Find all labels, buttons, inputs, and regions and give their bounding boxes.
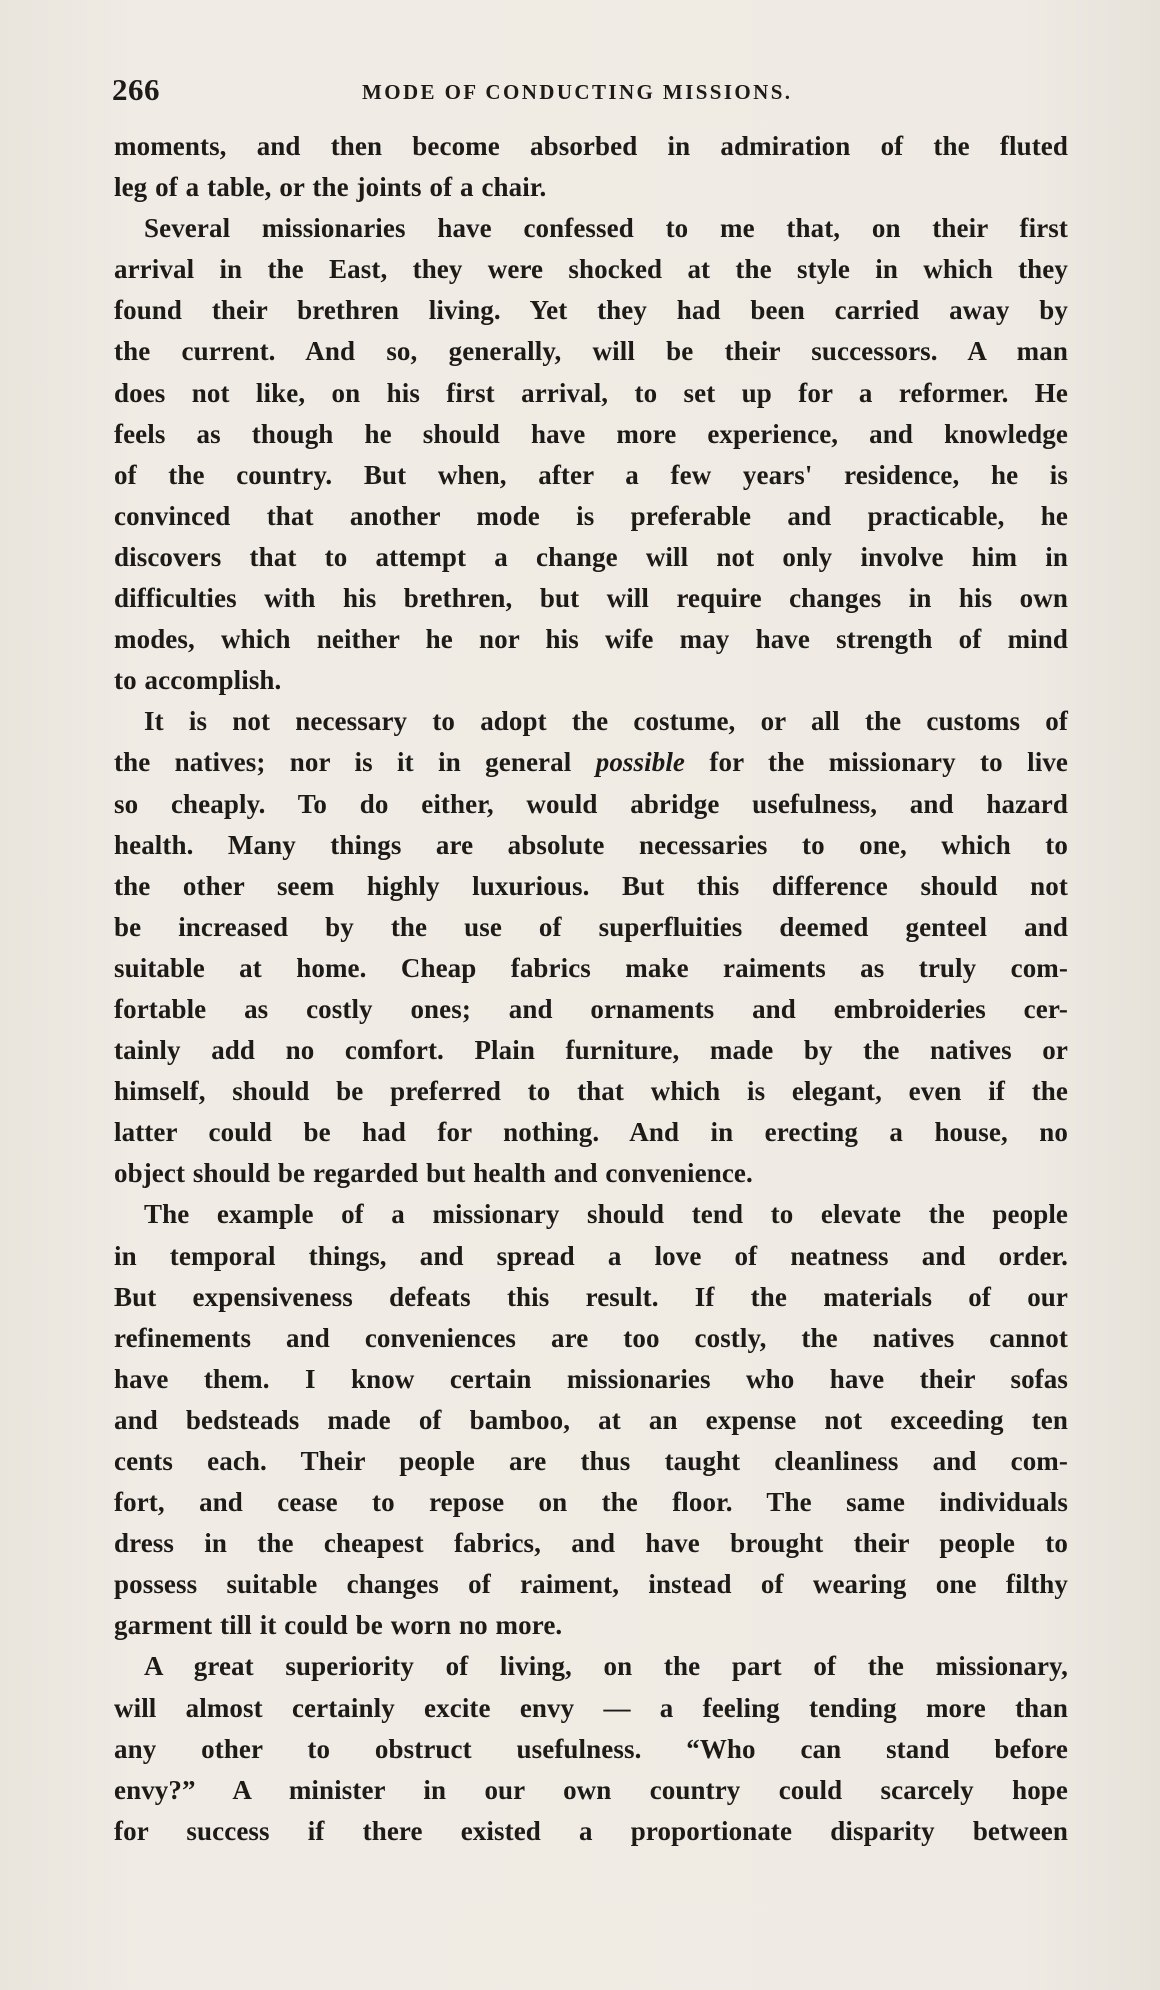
text-line: arrival in the East, they were shocked at the style in which they: [114, 254, 1068, 285]
text-line: envy?” A minister in our own country could scarcely hope: [114, 1774, 1068, 1805]
text-line: does not like, on his first arrival, to set up for a reformer. He: [114, 377, 1068, 408]
text-line: refinements and conveniences are too costly, the natives cannot: [114, 1322, 1068, 1353]
text-line: modes, which neither he nor his wife may have strength of mind: [114, 624, 1068, 655]
text-line: of the country. But when, after a few years' residence, he is: [114, 459, 1068, 490]
text-line: leg of a table, or the joints of a chair.: [114, 172, 547, 203]
text-line: health. Many things are absolute necessaries to one, which to: [114, 829, 1068, 860]
text-line: But expensiveness defeats this result. If the materials of our: [114, 1281, 1068, 1312]
text-line: Several missionaries have confessed to me that, on their first: [144, 213, 1068, 244]
text-line: garment till it could be worn no more.: [114, 1610, 563, 1641]
text-line: moments, and then become absorbed in admiration of the fluted: [114, 131, 1068, 161]
text-line: found their brethren living. Yet they had been carried away by: [114, 295, 1068, 326]
text-line: the other seem highly luxurious. But this difference should not: [114, 870, 1068, 901]
text-line: be increased by the use of superfluities deemed genteel and: [114, 911, 1068, 942]
text-line: to accomplish.: [114, 665, 282, 696]
running-head: MODE OF CONDUCTING MISSIONS.: [362, 80, 793, 104]
text-line: for success if there existed a proportionate disparity between: [114, 1815, 1068, 1846]
text-line: the natives; nor is it in general possible for the missionary to live: [114, 747, 1068, 778]
text-line: possess suitable changes of raiment, instead of wearing one filthy: [114, 1569, 1068, 1600]
text-line: suitable at home. Cheap fabrics make raiments as truly com-: [114, 952, 1068, 983]
text-line: and bedsteads made of bamboo, at an expense not exceeding ten: [114, 1404, 1068, 1435]
text-line: It is not necessary to adopt the costume, or all the customs of: [144, 706, 1068, 737]
emphasis-word: possible: [595, 747, 686, 778]
text-line: convinced that another mode is preferable and practicable, he: [114, 500, 1068, 531]
text-line: discovers that to attempt a change will not only involve him in: [114, 541, 1068, 572]
text-line: A great superiority of living, on the part of the missionary,: [144, 1651, 1068, 1682]
text-line: dress in the cheapest fabrics, and have brought their people to: [114, 1528, 1068, 1559]
text-line: so cheaply. To do either, would abridge usefulness, and hazard: [114, 788, 1068, 819]
text-line: in temporal things, and spread a love of neatness and order.: [114, 1240, 1068, 1271]
text-line: latter could be had for nothing. And in erecting a house, no: [114, 1117, 1068, 1148]
text-line: cents each. Their people are thus taught cleanliness and com-: [114, 1446, 1068, 1476]
text-line: have them. I know certain missionaries who have their sofas: [114, 1363, 1068, 1394]
text-line: feels as though he should have more experience, and knowledge: [114, 418, 1068, 449]
text-line: The example of a missionary should tend to elevate the people: [144, 1199, 1068, 1230]
page-header: [112, 72, 1072, 112]
body-text: [114, 126, 1068, 1852]
text-line: tainly add no comfort. Plain furniture, made by the natives or: [114, 1035, 1068, 1066]
text-line: object should be regarded but health and convenience.: [114, 1158, 753, 1189]
text-line: difficulties with his brethren, but will require changes in his own: [114, 583, 1068, 614]
text-line: himself, should be preferred to that which is elegant, even if the: [114, 1076, 1068, 1107]
text-line: fort, and cease to repose on the floor. The same individuals: [114, 1487, 1068, 1518]
text-line: fortable as costly ones; and ornaments and embroideries cer-: [114, 993, 1068, 1024]
text-line: any other to obstruct usefulness. “Who can stand before: [114, 1733, 1068, 1764]
text-line: the current. And so, generally, will be their successors. A man: [114, 336, 1068, 367]
page-number: 266: [112, 72, 160, 107]
text-line: will almost certainly excite envy — a feeling tending more than: [114, 1692, 1068, 1723]
